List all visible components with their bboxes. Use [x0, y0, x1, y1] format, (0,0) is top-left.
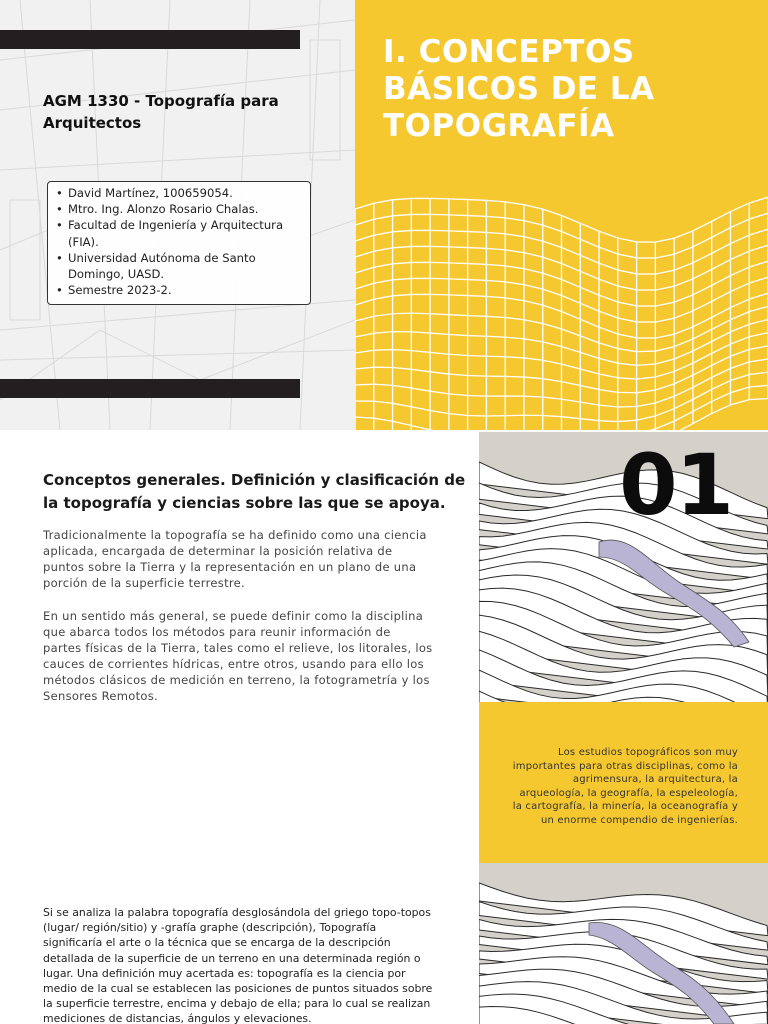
course-title: AGM 1330 - Topografía para Arquitectos: [43, 92, 279, 132]
section-number: 01: [619, 436, 732, 534]
top-divider-bar: [0, 30, 300, 49]
credit-item: • Universidad Autónoma de Santo Domingo, UASD.: [54, 250, 304, 282]
credits-list: [54, 185, 304, 298]
disciplines-note-box: [479, 702, 768, 863]
terraced-terrain-model-image: [479, 863, 768, 1024]
credit-item: • Mtro. Ing. Alonzo Rosario Chalas.: [54, 201, 304, 217]
section-heading: Conceptos generales. Definición y clasificación de la topografía y ciencias sobre las que se apoya.: [43, 471, 466, 512]
paragraph-general-sense: En un sentido más general, se puede definir como la disciplina que abarca todos los métodos para reunir información de partes físicas de la Tierra, tales como el relieve, los litorales, los cauces de corrientes hídricas, entre otros, usando para ello los métodos clásicos de medición en terreno, la fotogrametría y los Sensores Remotos.: [43, 609, 433, 703]
cover-right-panel: [355, 0, 768, 430]
credits-box: [47, 181, 311, 305]
disciplines-note-text: Los estudios topográficos son muy importantes para otras disciplinas, como la agrimensura, la arquitectura, la arqueología, la geografía, la espeleología, la cartografía, la minería, la oceanografía y un enorme compendio de ingenierías.: [512, 747, 738, 826]
paragraph-definition: Tradicionalmente la topografía se ha definido como una ciencia aplicada, encargada de determinar la posición relativa de puntos sobre la Tierra y la representación en un plano de una porción de la superficie terrestre.: [43, 528, 427, 590]
paragraph-etymology: Si se analiza la palabra topografía desglosándola del griego topo-topos (lugar/ región/sitio) y -grafía graphe (descripción), Topografía significaría el arte o la técnica que se encarga de la descripción detallada de la superficie de un terreno en una determinada región o lugar. Una definición muy acertada es: topografía es la ciencia por medio de la cual se establecen las posiciones de puntos situados sobre la superficie terrestre, encima y debajo de ella; para lo cual se realizan mediciones de distancias, ángulos y elevaciones.: [43, 906, 433, 1024]
cover-left-panel: [0, 0, 355, 430]
credit-item: • Facultad de Ingeniería y Arquitectura (FIA).: [54, 217, 304, 249]
unit-title: I. CONCEPTOS BÁSICOS DE LA TOPOGRAFÍA: [383, 34, 655, 144]
credit-item: • David Martínez, 100659054.: [54, 185, 304, 201]
bottom-divider-bar: [0, 379, 300, 398]
terrain-model-image-2: [479, 863, 768, 1024]
credit-item: • Semestre 2023-2.: [54, 282, 304, 298]
